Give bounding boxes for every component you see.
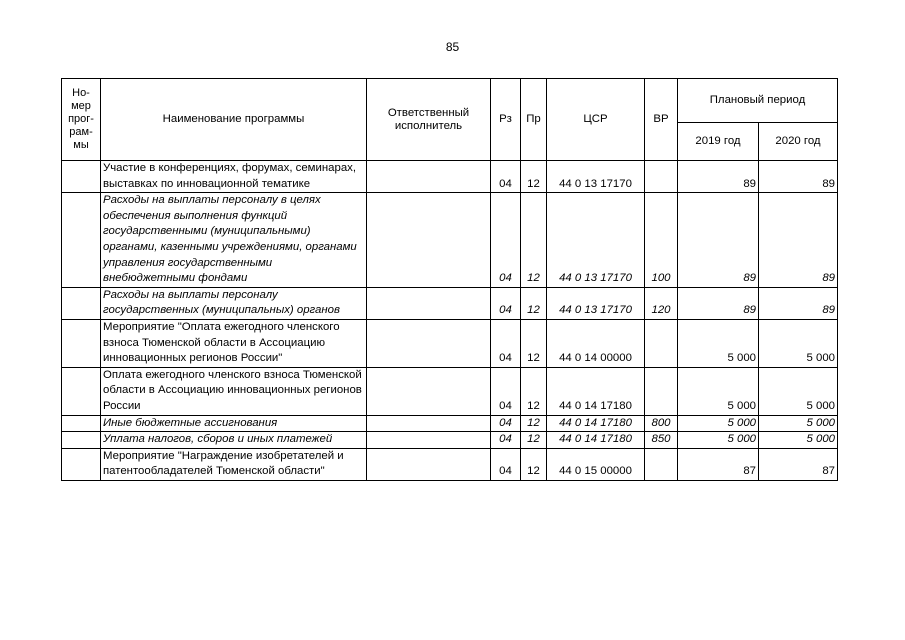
cell-rz: 04 (491, 448, 521, 480)
cell-csr: 44 0 15 00000 (547, 448, 645, 480)
cell-year-2019: 5 000 (678, 367, 759, 415)
cell-program-number (62, 319, 101, 367)
table-body (62, 161, 838, 481)
cell-vr (645, 367, 678, 415)
table-row (62, 319, 838, 367)
header-rz: Рз (491, 79, 521, 161)
table-row (62, 161, 838, 193)
cell-year-2020: 89 (759, 193, 838, 288)
cell-program-number (62, 448, 101, 480)
header-program-name: Наименование программы (101, 79, 367, 161)
cell-year-2019: 5 000 (678, 432, 759, 449)
cell-pr: 12 (521, 448, 547, 480)
cell-rz: 04 (491, 161, 521, 193)
cell-rz: 04 (491, 432, 521, 449)
cell-year-2020: 87 (759, 448, 838, 480)
cell-csr: 44 0 14 17180 (547, 432, 645, 449)
cell-pr: 12 (521, 415, 547, 432)
cell-executor (367, 319, 491, 367)
table-row (62, 432, 838, 449)
cell-csr: 44 0 13 17170 (547, 287, 645, 319)
header-vr: ВР (645, 79, 678, 161)
page-number: 85 (445, 40, 460, 54)
cell-program-number (62, 415, 101, 432)
cell-year-2020: 89 (759, 287, 838, 319)
cell-vr: 100 (645, 193, 678, 288)
cell-pr: 12 (521, 193, 547, 288)
header-pr: Пр (521, 79, 547, 161)
cell-year-2020: 89 (759, 161, 838, 193)
cell-executor (367, 432, 491, 449)
cell-rz: 04 (491, 287, 521, 319)
header-executor: Ответственный исполнитель (367, 79, 491, 161)
cell-executor (367, 415, 491, 432)
cell-rz: 04 (491, 319, 521, 367)
cell-csr: 44 0 14 00000 (547, 319, 645, 367)
cell-program-name: Мероприятие "Награждение изобретателей и патентообладателей Тюменской области" (101, 448, 367, 480)
table-row (62, 193, 838, 288)
cell-program-name: Расходы на выплаты персоналу в целях обеспечения выполнения функций государственными (муниципальными) органами, казенными учреждениями, органами управления государственными внебюджетными фондами (101, 193, 367, 288)
header-program-number: Но- мер прог- рам- мы (62, 79, 101, 161)
cell-rz: 04 (491, 193, 521, 288)
cell-year-2020: 5 000 (759, 319, 838, 367)
cell-year-2020: 5 000 (759, 432, 838, 449)
cell-program-number (62, 161, 101, 193)
cell-pr: 12 (521, 319, 547, 367)
cell-program-name: Оплата ежегодного членского взноса Тюменской области в Ассоциацию инновационных регионов России (101, 367, 367, 415)
cell-program-number (62, 287, 101, 319)
table-row (62, 415, 838, 432)
cell-executor (367, 193, 491, 288)
cell-program-name: Мероприятие "Оплата ежегодного членского взноса Тюменской области в Ассоциацию инновационных регионов России" (101, 319, 367, 367)
cell-executor (367, 161, 491, 193)
cell-pr: 12 (521, 432, 547, 449)
cell-year-2019: 5 000 (678, 319, 759, 367)
cell-vr: 120 (645, 287, 678, 319)
cell-program-name: Расходы на выплаты персоналу государственных (муниципальных) органов (101, 287, 367, 319)
cell-year-2019: 89 (678, 287, 759, 319)
cell-program-number (62, 367, 101, 415)
cell-program-number (62, 432, 101, 449)
cell-csr: 44 0 13 17170 (547, 193, 645, 288)
cell-year-2019: 87 (678, 448, 759, 480)
cell-program-name: Иные бюджетные ассигнования (101, 415, 367, 432)
table-row (62, 367, 838, 415)
cell-vr: 800 (645, 415, 678, 432)
cell-year-2020: 5 000 (759, 367, 838, 415)
cell-vr (645, 319, 678, 367)
header-year-2019: 2019 год (678, 123, 759, 161)
header-year-2020: 2020 год (759, 123, 838, 161)
cell-pr: 12 (521, 367, 547, 415)
header-plan-period: Плановый период (678, 79, 838, 123)
cell-executor (367, 448, 491, 480)
cell-program-name: Участие в конференциях, форумах, семинарах, выставках по инновационной тематике (101, 161, 367, 193)
cell-rz: 04 (491, 415, 521, 432)
cell-year-2020: 5 000 (759, 415, 838, 432)
cell-vr (645, 448, 678, 480)
cell-year-2019: 89 (678, 193, 759, 288)
cell-csr: 44 0 14 17180 (547, 415, 645, 432)
budget-table (61, 78, 838, 481)
cell-year-2019: 89 (678, 161, 759, 193)
cell-pr: 12 (521, 161, 547, 193)
cell-vr (645, 161, 678, 193)
cell-year-2019: 5 000 (678, 415, 759, 432)
cell-pr: 12 (521, 287, 547, 319)
cell-csr: 44 0 14 17180 (547, 367, 645, 415)
cell-vr: 850 (645, 432, 678, 449)
cell-program-name: Уплата налогов, сборов и иных платежей (101, 432, 367, 449)
header-row-top (62, 79, 838, 123)
cell-program-number (62, 193, 101, 288)
cell-executor (367, 287, 491, 319)
cell-csr: 44 0 13 17170 (547, 161, 645, 193)
cell-executor (367, 367, 491, 415)
cell-rz: 04 (491, 367, 521, 415)
header-csr: ЦСР (547, 79, 645, 161)
table-row (62, 287, 838, 319)
table-row (62, 448, 838, 480)
